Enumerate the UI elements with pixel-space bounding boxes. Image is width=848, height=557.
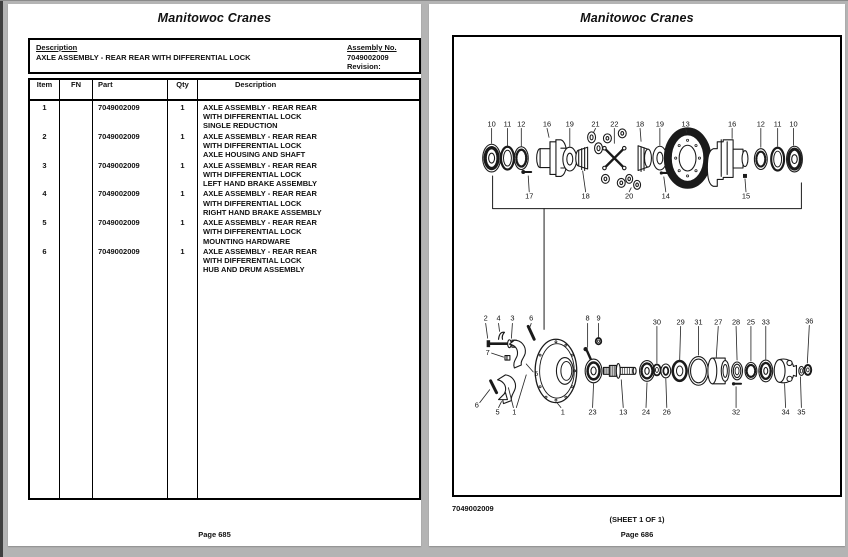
page-number-right: Page 686 bbox=[620, 530, 654, 539]
desc-line: WITH DIFFERENTIAL LOCK bbox=[203, 198, 302, 208]
cell-fn bbox=[60, 245, 93, 274]
cell-qty: 1 bbox=[168, 101, 198, 130]
callout-leader-line bbox=[526, 364, 533, 372]
cell-item: 4 bbox=[30, 187, 60, 216]
part-bearing-25 bbox=[745, 363, 757, 380]
viewer-top-edge bbox=[0, 0, 848, 1]
callout-leader-line bbox=[547, 128, 549, 137]
cell-item: 1 bbox=[30, 101, 60, 130]
part-pin-6-upper bbox=[528, 326, 534, 339]
part-yoke-34 bbox=[774, 359, 796, 383]
diagram-callout-32: 32 bbox=[731, 407, 741, 417]
part-nut-36 bbox=[804, 365, 811, 375]
diagram-callout-5: 5 bbox=[534, 368, 539, 378]
diagram-callout-36: 36 bbox=[805, 316, 814, 326]
callout-leader-line bbox=[807, 325, 809, 363]
top-assembly bbox=[483, 128, 803, 329]
lower-assembly bbox=[487, 326, 812, 403]
cell-part: 7049002009 bbox=[93, 187, 168, 216]
assembly-bracket bbox=[493, 176, 802, 329]
diagram-callout-6: 6 bbox=[474, 400, 479, 410]
page-686 bbox=[429, 4, 845, 546]
page-title: Manitowoc Cranes bbox=[580, 11, 694, 25]
parts-table bbox=[28, 78, 421, 500]
diagram-callout-19: 19 bbox=[655, 119, 664, 129]
cell-description bbox=[198, 187, 419, 216]
table-row bbox=[30, 245, 419, 274]
desc-line: WITH DIFFERENTIAL LOCK bbox=[203, 112, 302, 122]
cell-description bbox=[198, 101, 419, 130]
cell-fn bbox=[60, 159, 93, 188]
diagram-callout-3: 3 bbox=[510, 313, 515, 323]
part-side-gear-18-right bbox=[638, 146, 651, 172]
part-nut-9 bbox=[596, 338, 602, 344]
diagram-callout-14: 14 bbox=[661, 191, 670, 201]
part-bearing-10-left bbox=[483, 144, 501, 172]
diagram-callout-11: 11 bbox=[503, 119, 512, 129]
desc-line: LEFT HAND BRAKE ASSEMBLY bbox=[203, 179, 318, 188]
desc-line: AXLE ASSEMBLY - REAR REAR bbox=[203, 103, 317, 112]
callout-leader-line bbox=[486, 323, 488, 338]
part-bearing-cone-12-left bbox=[514, 147, 528, 170]
footer-assembly-number: 7049002009 bbox=[452, 504, 494, 513]
diagram-callout-28: 28 bbox=[731, 317, 741, 327]
diagram-callout-11: 11 bbox=[773, 119, 782, 129]
desc-line: WITH DIFFERENTIAL LOCK bbox=[203, 169, 302, 179]
part-washers-20 bbox=[626, 174, 641, 189]
assembly-no-label: Assembly No. bbox=[347, 43, 397, 52]
revision-label: Revision: bbox=[347, 62, 381, 71]
table-header-row bbox=[30, 80, 419, 101]
diagram-callout-22: 22 bbox=[610, 119, 619, 129]
part-spider-22 bbox=[603, 146, 626, 169]
part-washer-19-left bbox=[563, 147, 577, 171]
diagram-callout-34: 34 bbox=[781, 407, 790, 417]
callout-leader-line bbox=[480, 390, 490, 403]
diagram-callout-12: 12 bbox=[517, 119, 526, 129]
desc-line: WITH DIFFERENTIAL LOCK bbox=[203, 141, 302, 150]
diagram-callout-1: 1 bbox=[560, 407, 565, 417]
part-wedge-5 bbox=[499, 393, 508, 400]
diagram-callout-27: 27 bbox=[714, 317, 723, 327]
callout-leader-line bbox=[736, 326, 737, 360]
desc-line: AXLE HOUSING AND SHAFT bbox=[203, 150, 306, 160]
diagram-callout-26: 26 bbox=[662, 407, 671, 417]
callout-leader-line bbox=[492, 353, 504, 357]
cell-part: 7049002009 bbox=[93, 245, 168, 274]
cell-item: 6 bbox=[30, 245, 60, 274]
part-nut-15 bbox=[743, 174, 747, 178]
desc-line: RIGHT HAND BRAKE ASSEMBLY bbox=[203, 207, 322, 217]
cell-item: 2 bbox=[30, 130, 60, 159]
cell-qty: 1 bbox=[168, 187, 198, 216]
cell-qty: 1 bbox=[168, 216, 198, 245]
part-bolt-17 bbox=[521, 170, 531, 174]
exploded-diagram-box bbox=[452, 35, 842, 497]
part-carrier-housing-1 bbox=[535, 339, 577, 402]
table-row bbox=[30, 159, 419, 188]
header-description: Description bbox=[235, 80, 277, 89]
table-row bbox=[30, 101, 419, 130]
header-item: Item bbox=[30, 80, 60, 99]
callout-leader-line bbox=[640, 128, 641, 141]
assembly-no-block bbox=[347, 43, 397, 72]
cell-description bbox=[198, 216, 419, 245]
part-bolt-8 bbox=[583, 347, 591, 360]
cell-part: 7049002009 bbox=[93, 101, 168, 130]
diagram-callout-20: 20 bbox=[625, 191, 634, 201]
description-block bbox=[36, 43, 251, 62]
desc-line: MOUNTING HARDWARE bbox=[203, 236, 291, 246]
cell-fn bbox=[60, 187, 93, 216]
callout-leader-line bbox=[499, 323, 500, 331]
cell-qty: 1 bbox=[168, 159, 198, 188]
callout-leader-line bbox=[800, 377, 801, 408]
part-ring-11-left bbox=[501, 147, 514, 170]
table-row bbox=[30, 216, 419, 245]
callout-leader-line bbox=[593, 384, 594, 408]
callout-leader-line bbox=[664, 177, 666, 192]
diagram-callout-19: 19 bbox=[565, 119, 574, 129]
page-685 bbox=[8, 4, 421, 546]
cell-qty: 1 bbox=[168, 245, 198, 274]
desc-line: SINGLE REDUCTION bbox=[203, 121, 278, 131]
description-value: AXLE ASSEMBLY - REAR REAR WITH DIFFERENTIAL LOCK bbox=[36, 52, 251, 62]
desc-line: AXLE ASSEMBLY - REAR REAR bbox=[203, 189, 317, 199]
diagram-callout-15: 15 bbox=[741, 191, 751, 201]
description-label: Description bbox=[36, 43, 78, 52]
cell-item: 3 bbox=[30, 159, 60, 188]
diagram-callout-7: 7 bbox=[485, 348, 490, 358]
part-cotter-pin-4 bbox=[499, 332, 505, 339]
viewer-left-edge bbox=[0, 0, 3, 557]
header-part: Part bbox=[93, 80, 168, 99]
cell-part: 7049002009 bbox=[93, 159, 168, 188]
callout-leader-line bbox=[516, 375, 526, 408]
diagram-callout-25: 25 bbox=[746, 317, 756, 327]
diagram-callout-1: 1 bbox=[512, 407, 517, 417]
cell-part: 7049002009 bbox=[93, 130, 168, 159]
callout-leader-line bbox=[621, 380, 623, 408]
desc-line: WITH DIFFERENTIAL LOCK bbox=[203, 256, 302, 266]
diagram-callout-5: 5 bbox=[495, 407, 500, 417]
part-side-gear-18-left bbox=[576, 147, 588, 170]
cell-description bbox=[198, 130, 419, 159]
part-case-half-16-left bbox=[537, 140, 567, 177]
callout-leader-line bbox=[666, 379, 667, 408]
diagram-callout-10: 10 bbox=[789, 119, 798, 129]
diagram-callout-31: 31 bbox=[694, 317, 703, 327]
part-case-half-16-right bbox=[707, 140, 748, 187]
part-bearing-cage-27 bbox=[708, 358, 729, 384]
diagram-callout-18: 18 bbox=[635, 119, 645, 129]
part-cap-5-upper bbox=[509, 340, 525, 368]
desc-line: AXLE ASSEMBLY - REAR REAR bbox=[203, 218, 317, 228]
diagram-callout-10: 10 bbox=[487, 119, 496, 129]
header-fn: FN bbox=[60, 80, 93, 99]
diagram-callout-8: 8 bbox=[585, 313, 590, 323]
diagram-callout-17: 17 bbox=[525, 191, 534, 201]
desc-line: AXLE ASSEMBLY - REAR REAR bbox=[203, 246, 317, 256]
cell-fn bbox=[60, 130, 93, 159]
part-washer-35 bbox=[799, 366, 804, 375]
table-row bbox=[30, 130, 419, 159]
diagram-callout-4: 4 bbox=[496, 313, 501, 323]
cell-fn bbox=[60, 216, 93, 245]
desc-line: WITH DIFFERENTIAL LOCK bbox=[203, 227, 302, 237]
part-ring-29 bbox=[673, 361, 687, 381]
callout-leader-line bbox=[680, 326, 681, 360]
part-ring-11-right bbox=[771, 148, 784, 171]
page-number-left: Page 685 bbox=[198, 530, 231, 539]
desc-line: HUB AND DRUM ASSEMBLY bbox=[203, 265, 305, 275]
callout-leader-line bbox=[745, 179, 746, 192]
sheet-label: (SHEET 1 OF 1) bbox=[609, 515, 665, 524]
assembly-info-box bbox=[28, 38, 421, 74]
diagram-callout-35: 35 bbox=[797, 407, 806, 417]
table-empty-area bbox=[30, 274, 419, 498]
cell-description bbox=[198, 245, 419, 274]
diagram-callout-16: 16 bbox=[727, 119, 737, 129]
desc-line: AXLE ASSEMBLY - REAR REAR bbox=[203, 131, 317, 141]
diagram-callout-18: 18 bbox=[581, 191, 590, 201]
part-ring-26 bbox=[661, 364, 671, 378]
desc-line: AXLE ASSEMBLY - REAR REAR bbox=[203, 160, 317, 170]
part-bearing-cup-33 bbox=[759, 360, 773, 382]
cell-item: 5 bbox=[30, 216, 60, 245]
callout-leader-line bbox=[785, 384, 786, 408]
exploded-diagram-svg bbox=[454, 37, 840, 495]
part-ring-gear-13 bbox=[664, 128, 711, 188]
part-bearing-24 bbox=[640, 361, 655, 382]
part-bearing-cone-12-right bbox=[754, 149, 767, 170]
cell-description bbox=[198, 159, 419, 188]
callout-leader-line bbox=[583, 171, 586, 192]
table-row bbox=[30, 187, 419, 216]
diagram-callout-9: 9 bbox=[596, 313, 601, 323]
diagram-callout-6: 6 bbox=[529, 313, 534, 323]
diagram-callout-13: 13 bbox=[681, 119, 690, 129]
cell-fn bbox=[60, 101, 93, 130]
part-nut-7 bbox=[505, 356, 510, 360]
diagram-callout-13: 13 bbox=[619, 407, 628, 417]
diagram-callout-30: 30 bbox=[652, 317, 662, 327]
diagram-callout-2: 2 bbox=[483, 313, 488, 323]
callout-leader-line bbox=[528, 176, 529, 192]
callout-leader-line bbox=[530, 323, 531, 326]
callout-leader-line bbox=[511, 323, 512, 338]
callout-leader-line bbox=[594, 128, 596, 132]
part-bearing-23 bbox=[585, 359, 602, 383]
part-shims-28 bbox=[732, 362, 743, 380]
diagram-callout-24: 24 bbox=[641, 407, 651, 417]
diagram-callout-29: 29 bbox=[676, 317, 685, 327]
diagram-callout-16: 16 bbox=[542, 119, 552, 129]
part-bolt-32 bbox=[732, 382, 741, 385]
callout-leader-line bbox=[716, 326, 718, 357]
diagram-callout-12: 12 bbox=[756, 119, 765, 129]
diagram-callout-23: 23 bbox=[588, 407, 597, 417]
part-thrust-washers-21 bbox=[588, 132, 603, 154]
callout-leader-line bbox=[646, 383, 647, 408]
part-bearing-10-right bbox=[787, 146, 803, 172]
part-pin-6-lower bbox=[491, 381, 497, 393]
part-gasket-31 bbox=[689, 357, 709, 386]
diagram-callout-33: 33 bbox=[761, 317, 770, 327]
cell-qty: 1 bbox=[168, 130, 198, 159]
cell-part: 7049002009 bbox=[93, 216, 168, 245]
header-qty: Qty bbox=[168, 80, 198, 99]
part-pinion-shaft-13 bbox=[603, 363, 636, 378]
diagram-callout-21: 21 bbox=[591, 119, 600, 129]
page-title: Manitowoc Cranes bbox=[157, 11, 272, 25]
assembly-no-value: 7049002009 bbox=[347, 52, 389, 62]
